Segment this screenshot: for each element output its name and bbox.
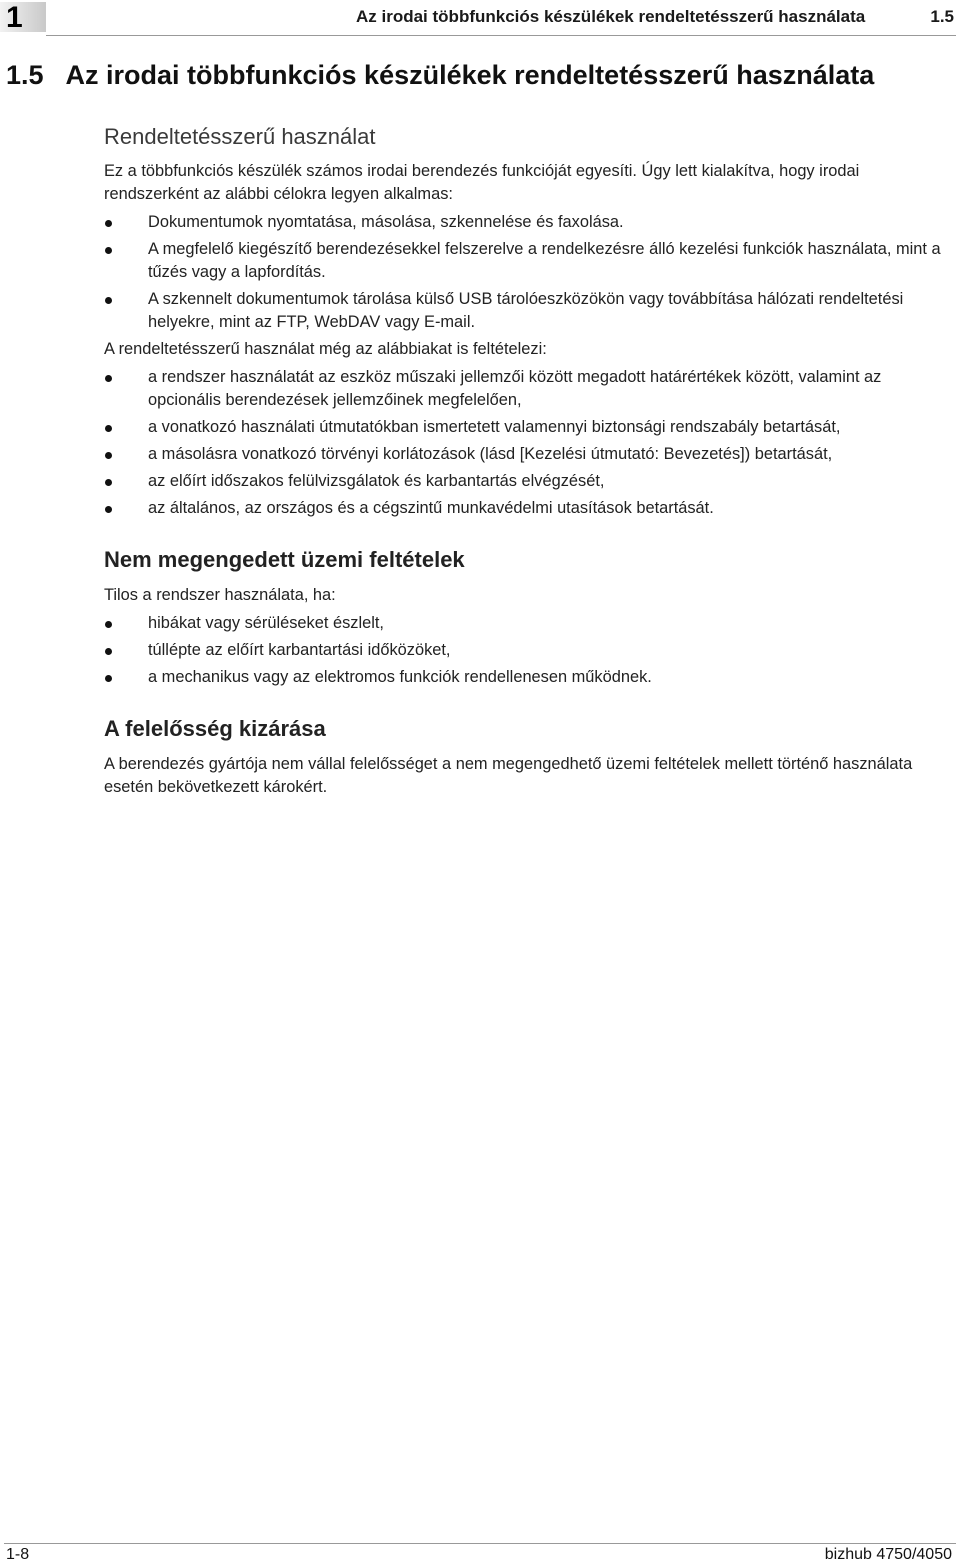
list-item: a másolásra vonatkozó törvényi korlátozások (lásd [Kezelési útmutató: Bevezetés]) betartását, — [104, 443, 954, 466]
purpose-list — [104, 211, 954, 334]
list-item: A szkennelt dokumentumok tárolása külső USB tárolóeszközökön vagy továbbítása hálózati rendeltetési helyekre, mint az FTP, WebDAV vagy E-mail. — [104, 288, 954, 334]
prohibited-intro: Tilos a rendszer használata, ha: — [104, 586, 336, 604]
conditions-intro: A rendeltetésszerű használat még az alábbiakat is feltételezi: — [104, 340, 547, 358]
disclaimer-heading: A felelősség kizárása — [104, 716, 326, 741]
disclaimer-text: A berendezés gyártója nem vállal felelősséget a nem megengedhető üzemi feltételek mellett történő használata esetén bekövetkezett károkért. — [104, 755, 913, 796]
product-model: bizhub 4750/4050 — [824, 1546, 952, 1563]
conditions-list — [104, 366, 954, 520]
list-item: a mechanikus vagy az elektromos funkciók rendellenesen működnek. — [104, 666, 954, 689]
footer-divider — [4, 1543, 956, 1544]
intended-use-heading: Rendeltetésszerű használat — [104, 124, 376, 149]
running-section-number: 1.5 — [930, 7, 954, 26]
header-divider — [46, 35, 956, 36]
intended-use-intro: Ez a többfunkciós készülék számos irodai berendezés funkcióját egyesíti. Úgy lett kialakítva, hogy irodai rendszerként az alábbi célokra legyen alkalmas: — [104, 162, 860, 203]
chapter-number: 1 — [6, 1, 23, 34]
list-item: az előírt időszakos felülvizsgálatok és karbantartás elvégzését, — [104, 470, 954, 493]
list-item: az általános, az országos és a cégszintű munkavédelmi utasítások betartását. — [104, 497, 954, 520]
list-item: a vonatkozó használati útmutatókban ismertetett valamennyi biztonsági rendszabály betartását, — [104, 416, 954, 439]
section-number: 1.5 — [6, 60, 44, 90]
prohibited-heading: Nem megengedett üzemi feltételek — [104, 547, 465, 572]
running-title: Az irodai többfunkciós készülékek rendeltetésszerű használata — [356, 7, 866, 26]
list-item: Dokumentumok nyomtatása, másolása, szkennelése és faxolása. — [104, 211, 954, 234]
section-title — [6, 60, 874, 91]
prohibited-list — [104, 612, 954, 689]
page-number: 1-8 — [6, 1546, 30, 1563]
list-item: túllépte az előírt karbantartási időközöket, — [104, 639, 954, 662]
section-title-text: Az irodai többfunkciós készülékek rendeltetésszerű használata — [65, 60, 875, 90]
page-content — [104, 118, 954, 799]
list-item: hibákat vagy sérüléseket észlelt, — [104, 612, 954, 635]
list-item: a rendszer használatát az eszköz műszaki jellemzői között megadott határértékek között, valamint az opcionális berendezések jellemzőinek megfelelően, — [104, 366, 954, 412]
list-item: A megfelelő kiegészítő berendezésekkel felszerelve a rendelkezésre álló kezelési funkciók használata, mint a tűzés vagy a lapfordítás. — [104, 238, 954, 284]
